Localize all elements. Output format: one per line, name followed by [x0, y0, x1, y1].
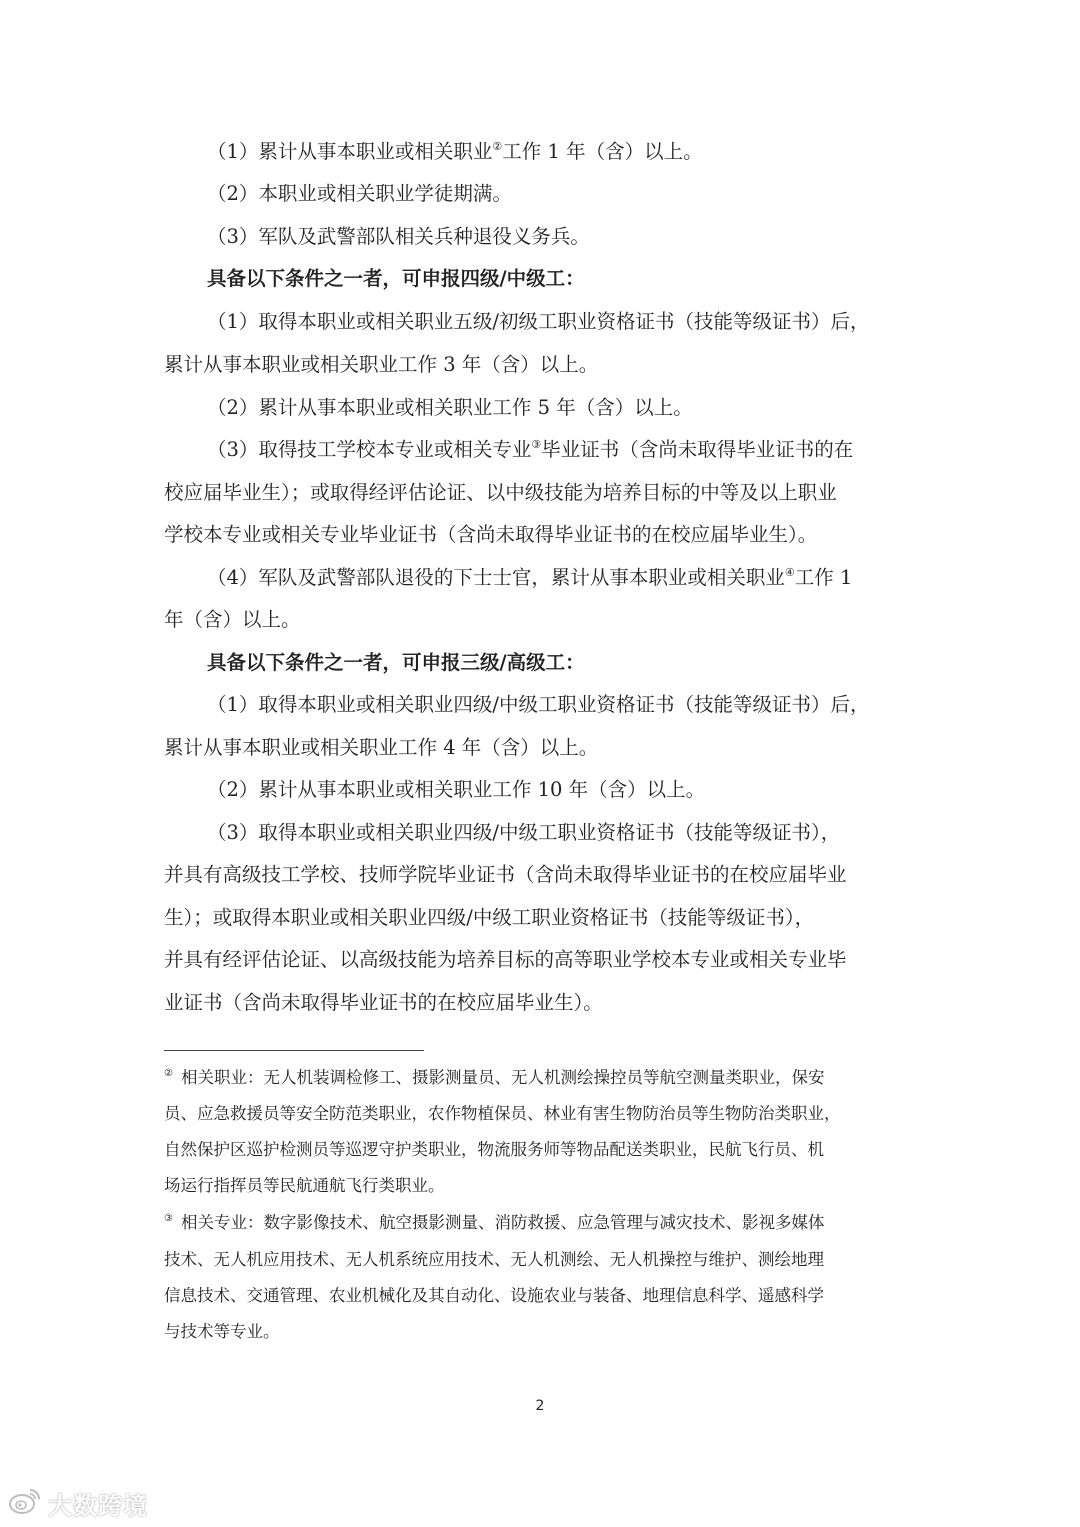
- weibo-logo-icon: [8, 1486, 42, 1520]
- body-line-17: 生）；或取得本职业或相关职业四级/中级工职业资格证书（技能等级证书），: [164, 906, 815, 929]
- text: （1）累计从事本职业或相关职业: [207, 140, 493, 163]
- body-line-15: （3）取得本职业或相关职业四级/中级工职业资格证书（技能等级证书），: [207, 821, 841, 844]
- page-number: 2: [535, 1398, 545, 1414]
- body-line-16: 并具有高级技工学校、技师学院毕业证书（含尚未取得毕业证书的在校应届毕业: [164, 863, 847, 886]
- body-line-18: 并具有经评估论证、以高级技能为培养目标的高等职业学校本专业或相关专业毕: [164, 948, 847, 971]
- text: 毕业证书（含尚未取得毕业证书的在: [541, 438, 854, 461]
- footnote-2-line-4: 场运行指挥员等民航通航飞行类职业。: [164, 1176, 445, 1195]
- body-line-19: 业证书（含尚未取得毕业证书的在校应届毕业生）。: [164, 991, 603, 1014]
- body-line-1: [0, 140, 1080, 164]
- text: 工作 1: [794, 566, 853, 589]
- body-line-13: 累计从事本职业或相关职业工作 4 年（含）以上。: [164, 736, 599, 759]
- body-line-7: [0, 438, 1080, 462]
- text: （3）取得技工学校本专业或相关专业: [207, 438, 532, 461]
- footnote-3-line-3: 信息技术、交通管理、农业机械化及其自动化、设施农业与装备、地理信息科学、遥感科学: [164, 1286, 824, 1305]
- body-line-12: （1）取得本职业或相关职业四级/中级工职业资格证书（技能等级证书）后，: [207, 693, 870, 716]
- body-line-6: （2）累计从事本职业或相关职业工作 5 年（含）以上。: [207, 396, 693, 419]
- footnote-ref-3[interactable]: ③: [531, 438, 542, 451]
- body-line-8: 校应届毕业生）；或取得经评估论证、以中级技能为培养目标的中等及以上职业: [164, 481, 837, 504]
- footnote-mark-3: ③: [164, 1213, 173, 1224]
- footnote-3-line-2: 技术、无人机应用技术、无人机系统应用技术、无人机测绘、无人机操控与维护、测绘地理: [164, 1250, 824, 1269]
- text: 相关专业：数字影像技术、航空摄影测量、消防救援、应急管理与减灾技术、影视多媒体: [180, 1213, 825, 1232]
- footnote-divider: [164, 1050, 424, 1051]
- body-line-4: （1）取得本职业或相关职业五级/初级工职业资格证书（技能等级证书）后，: [207, 310, 870, 333]
- text: 工作 1 年（含）以上。: [502, 140, 703, 163]
- body-line-10: [0, 566, 1080, 590]
- body-line-11: 年（含）以上。: [164, 608, 301, 631]
- body-line-2: （2）本职业或相关职业学徒期满。: [207, 182, 512, 205]
- body-line-5: 累计从事本职业或相关职业工作 3 年（含）以上。: [164, 353, 599, 376]
- footnote-mark-2: ②: [164, 1068, 173, 1079]
- footnote-2-line-2: 员、应急救援员等安全防范类职业，农作物植保员、林业有害生物防治员等生物防治类职业，: [164, 1104, 841, 1123]
- body-line-3: （3）军队及武警部队相关兵种退役义务兵。: [207, 225, 590, 248]
- watermark: [8, 1486, 148, 1520]
- section-heading-level4: 具备以下条件之一者，可申报四级/中级工：: [207, 267, 585, 290]
- footnote-3-line-1: [0, 1212, 1080, 1234]
- footnote-ref-4[interactable]: ④: [784, 566, 795, 579]
- watermark-text: 大数跨境: [48, 1491, 148, 1520]
- footnote-2-line-3: 自然保护区巡护检测员等巡逻守护类职业，物流服务师等物品配送类职业，民航飞行员、机: [164, 1140, 824, 1159]
- text: 相关职业：无人机装调检修工、摄影测量员、无人机测绘操控员等航空测量类职业，保安: [180, 1068, 825, 1087]
- footnote-2-line-1: [0, 1067, 1080, 1089]
- body-line-9: 学校本专业或相关专业毕业证书（含尚未取得毕业证书的在校应届毕业生）。: [164, 523, 818, 546]
- text: （4）军队及武警部队退役的下士士官，累计从事本职业或相关职业: [207, 566, 785, 589]
- body-line-14: （2）累计从事本职业或相关职业工作 10 年（含）以上。: [207, 778, 706, 801]
- footnote-3-line-4: 与技术等专业。: [164, 1322, 280, 1341]
- footnote-ref-2[interactable]: ②: [492, 140, 503, 153]
- section-heading-level3: 具备以下条件之一者，可申报三级/高级工：: [207, 651, 585, 674]
